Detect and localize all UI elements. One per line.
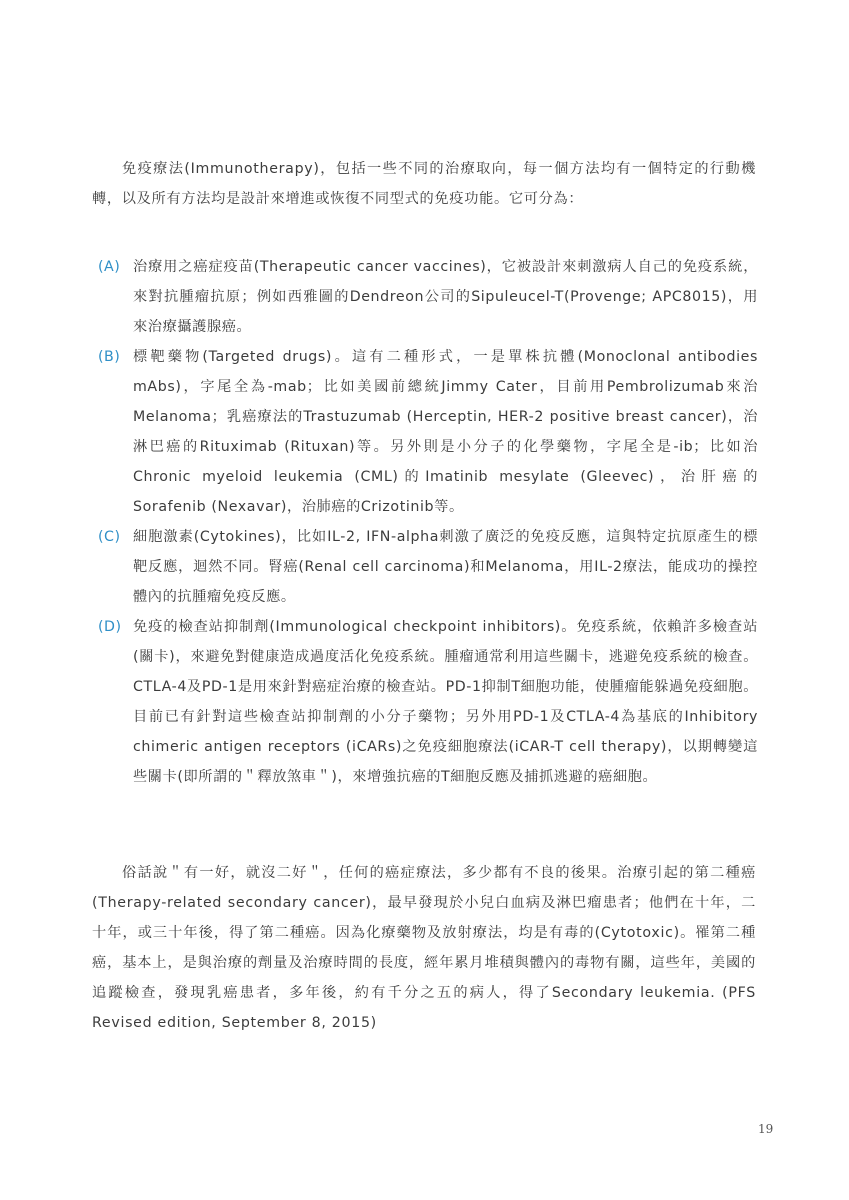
- page-number: 19: [758, 1122, 774, 1136]
- list-item-a: [98, 252, 758, 342]
- list-marker: (B): [98, 349, 121, 365]
- list-item-c: [98, 522, 758, 612]
- list-item-d: [98, 612, 758, 792]
- list-item-text: 細胞激素(Cytokines)，比如IL-2, IFN-alpha刺激了廣泛的免疫反應，這與特定抗原產生的標靶反應，迴然不同。腎癌(Renal cell carcinoma)和Melanoma，用IL-2療法，能成功的操控體內的抗腫瘤免疫反應。: [133, 529, 758, 605]
- list-marker: (D): [98, 619, 122, 635]
- list-item-b: [98, 342, 758, 522]
- list-marker: (A): [98, 259, 121, 275]
- intro-paragraph: 免疫療法(Immunotherapy)，包括一些不同的治療取向，每一個方法均有一個特定的行動機轉，以及所有方法均是設計來增進或恢復不同型式的免疫功能。它可分為：: [92, 161, 756, 207]
- list-item-text: 免疫的檢查站抑制劑(Immunological checkpoint inhibitors)。免疫系統，依賴許多檢查站(關卡)，來避免對健康造成過度活化免疫系統。腫瘤通常利用這些關卡，逃避免疫系統的檢查。CTLA-4及PD-1是用來針對癌症治療的檢查站。PD-1抑制T細胞功能，使腫瘤能躲過免疫細胞。目前已有針對這些檢查站抑制劑的小分子藥物；另外用PD-1及CTLA-4為基底的Inhibitory chimeric antigen receptors (iCARs)之免疫細胞療法(iCAR-T cell therapy)，以期轉變這些關卡(即所謂的＂釋放煞車＂)，來增強抗癌的T細胞反應及捕抓逃避的癌細胞。: [133, 619, 758, 785]
- list-item-text: 治療用之癌症疫苗(Therapeutic cancer vaccines)，它被設計來刺激病人自己的免疫系統，來對抗腫瘤抗原；例如西雅圖的Dendreon公司的Sipuleucel-T(Provenge; APC8015)，用來治療攝護腺癌。: [133, 259, 758, 335]
- closing-paragraph: 俗話說＂有一好，就沒二好＂，任何的癌症療法，多少都有不良的後果。治療引起的第二種癌(Therapy-related secondary cancer)，最早發現於小兒白血病及淋巴瘤患者；他們在十年，二十年，或三十年後，得了第二種癌。因為化療藥物及放射療法，均是有毒的(Cytotoxic)。罹第二種癌，基本上，是與治療的劑量及治療時間的長度，經年累月堆積與體內的毒物有關，這些年，美國的追蹤檢查，發現乳癌患者，多年後，約有千分之五的病人，得了Secondary leukemia. (PFS Revised edition, September 8, 2015): [92, 865, 756, 1031]
- therapy-list: [98, 252, 758, 792]
- list-item-text: 標靶藥物(Targeted drugs)。這有二種形式，一是單株抗體(Monoclonal antibodies mAbs)，字尾全為-mab；比如美國前總統Jimmy Cater，目前用Pembrolizumab來治Melanoma；乳癌療法的Trastuzumab (Herceptin, HER-2 positive breast cancer)，治淋巴癌的Rituximab (Rituxan)等。另外則是小分子的化學藥物，字尾全是-ib；比如治Chronic myeloid leukemia (CML)的Imatinib mesylate (Gleevec)，治肝癌的Sorafenib (Nexavar)，治肺癌的Crizotinib等。: [133, 349, 758, 515]
- list-marker: (C): [98, 529, 121, 545]
